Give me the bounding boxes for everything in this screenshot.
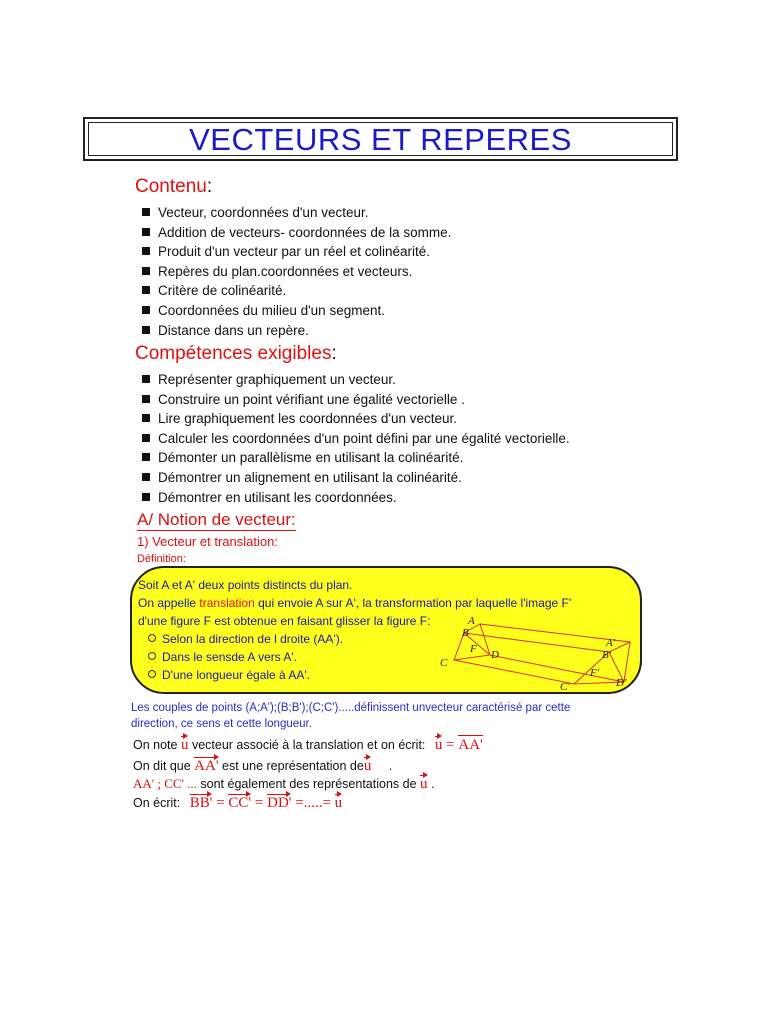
label-D-prime: D' [616, 677, 627, 689]
list-item: Addition de vecteurs- coordonnées de la somme. [142, 223, 451, 243]
list-item: Démontrer en utilisant les coordonnées. [142, 488, 570, 508]
vector-u: u [435, 733, 443, 754]
vector-u: u [181, 733, 189, 754]
definition-bullet: Selon la direction de l droite (AA'). [148, 632, 343, 646]
label-D: D [491, 649, 499, 661]
vector-u: u [364, 754, 372, 775]
vector-u: u [420, 772, 428, 793]
list-item: Distance dans un repère. [142, 321, 451, 341]
definition-line-1: Soit A et A' deux points distincts du plan. [138, 578, 353, 592]
definition-bullet: Dans le sensde A vers A'. [148, 650, 297, 664]
list-item: Démontrer un alignement en utilisant la colinéarité. [142, 468, 570, 488]
label-B-prime: B' [602, 649, 612, 661]
list-item: Vecteur, coordonnées d'un vecteur. [142, 203, 451, 223]
vector-dd: DD' [267, 791, 291, 812]
definition-label: Définition: [137, 553, 186, 565]
label-C: C [440, 657, 448, 669]
competences-heading: Compétences exigibles: [135, 343, 337, 364]
list-item: Repères du plan.coordonnées et vecteurs. [142, 262, 451, 282]
list-item: Produit d'un vecteur par un réel et colinéarité. [142, 242, 451, 262]
vector-aa: AA' [194, 754, 218, 775]
list-item: Coordonnées du milieu d'un segment. [142, 301, 451, 321]
label-F-prime: F' [590, 667, 600, 679]
ecrit-line: On écrit: BB' = CC' = DD' =.....= u [133, 791, 342, 812]
label-F: F [470, 643, 477, 655]
couples-line-1: Les couples de points (A;A');(B;B');(C;C').....définissent unvecteur caractérisé par cette [131, 702, 571, 714]
label-B: B [462, 627, 469, 639]
dit-line: On dit que AA' est une représentation deu . [133, 754, 392, 775]
translation-figure [434, 610, 634, 692]
label-A: A [468, 615, 475, 627]
vector-bb: BB' [190, 791, 213, 812]
list-item: Critère de colinéarité. [142, 281, 451, 301]
definition-line-2: On appelle translation qui envoie A sur A', la transformation par laquelle l'image F' [138, 596, 572, 610]
vector-cc: CC' [228, 791, 251, 812]
definition-line-3: d'une figure F est obtenue en faisant glisser la figure F: [138, 614, 431, 628]
couples-line-2: direction, ce sens et cette longueur. [131, 718, 312, 730]
list-item: Construire un point vérifiant une égalité vectorielle . [142, 390, 570, 410]
competences-list [142, 370, 570, 507]
list-item: Démonter un parallèlisme en utilisant la colinéarité. [142, 448, 570, 468]
aa-cc-list: AA' ; CC' ... [133, 776, 197, 791]
also-line: AA' ; CC' ... sont également des représentations de u . [133, 772, 434, 793]
label-C-prime: C' [560, 681, 570, 692]
contenu-list [142, 203, 451, 340]
contenu-heading-text: Contenu [135, 176, 207, 197]
list-item: Calculer les coordonnées d'un point défini par une égalité vectorielle. [142, 429, 570, 449]
note-line: On note u vecteur associé à la translation et on écrit: u = AA' [133, 733, 483, 754]
section-a-heading: A/ Notion de vecteur: [137, 510, 296, 529]
definition-bullet: D'une longueur égale à AA'. [148, 668, 310, 682]
list-item: Lire graphiquement les coordonnées d'un vecteur. [142, 409, 570, 429]
list-item: Représenter graphiquement un vecteur. [142, 370, 570, 390]
label-A-prime: A' [606, 637, 616, 649]
title-box [83, 117, 678, 161]
page-title: VECTEURS ET REPERES [189, 122, 572, 157]
contenu-heading: Contenu: [135, 176, 213, 197]
competences-heading-text: Compétences exigibles [135, 343, 332, 364]
vector-u: u [335, 791, 343, 812]
subsection-heading: 1) Vecteur et translation: [137, 534, 278, 549]
